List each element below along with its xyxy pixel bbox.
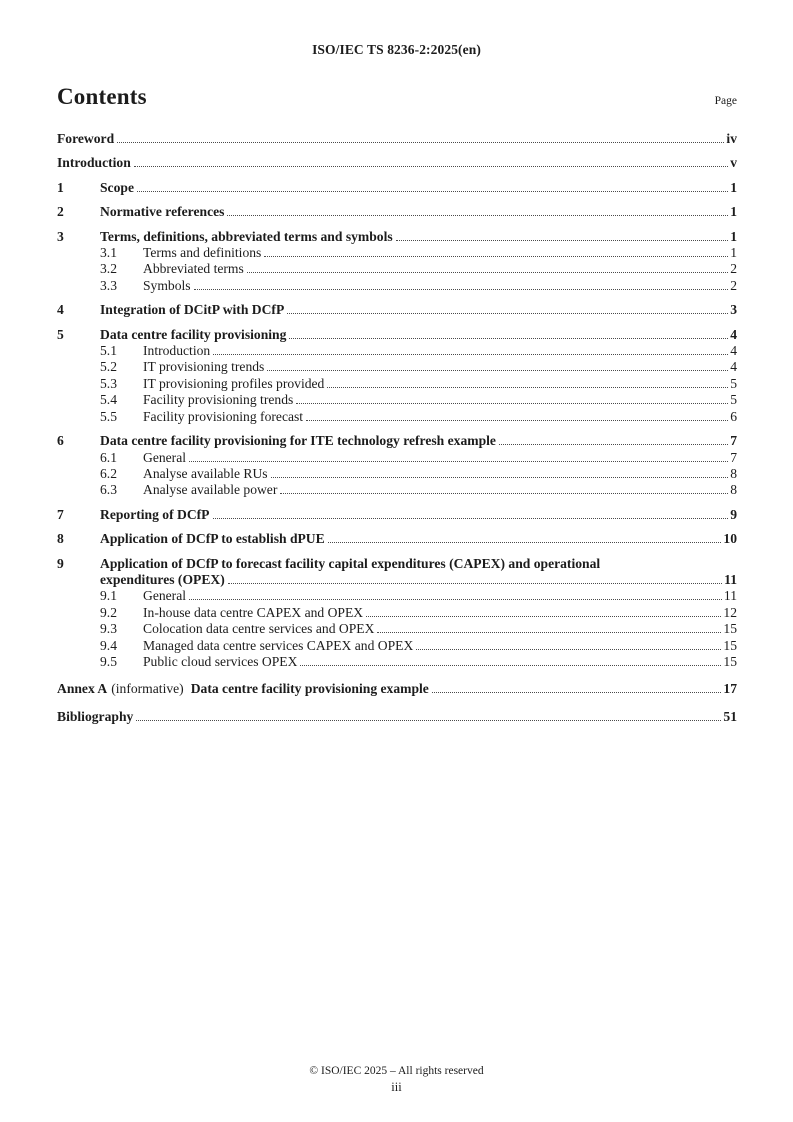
toc-entry-page: 7 — [730, 449, 737, 465]
toc-entry-number: 2 — [57, 204, 64, 220]
toc-entry-title — [143, 409, 303, 425]
toc-entry-page: 2 — [730, 277, 737, 293]
toc-entry — [57, 229, 737, 245]
toc-entry-number: 9.2 — [100, 604, 117, 620]
toc-entry-title-segment: Facility provisioning forecast — [143, 408, 304, 424]
toc-entry-page: 1 — [730, 179, 737, 195]
toc-entry-title — [143, 482, 277, 498]
toc-entry-number: 8 — [57, 531, 64, 547]
dot-leader — [328, 542, 722, 543]
toc-entry — [57, 507, 737, 523]
toc-entry-page: 11 — [723, 588, 737, 604]
toc-entry-title-segment: Application of DCfP to forecast facility capital expenditures (CAPEX) and operational — [100, 555, 601, 571]
toc-entry-title-segment: Application of DCfP to establish dPUE — [100, 531, 325, 547]
toc-entry-title — [100, 302, 284, 318]
running-header: ISO/IEC TS 8236-2:2025(en) — [312, 42, 481, 57]
toc-entry-title-segment: Facility provisioning trends — [143, 392, 294, 408]
dot-leader — [137, 191, 728, 192]
toc-entry-page: 17 — [723, 681, 737, 697]
toc-entry-title-segment: Integration of DCitP with DCfP — [100, 302, 285, 318]
toc-entry — [57, 681, 737, 697]
dot-leader — [432, 692, 722, 693]
toc-entry-title — [143, 359, 264, 375]
toc-entry-page: 1 — [730, 228, 737, 244]
toc-entry-number: 3.3 — [100, 277, 117, 293]
toc-entry-number: 9.1 — [100, 588, 117, 604]
toc-entry — [57, 327, 737, 343]
toc-entry — [57, 709, 737, 725]
toc-entry-title — [143, 261, 244, 277]
toc-entry-page: 2 — [730, 261, 737, 277]
toc-entry-page: 3 — [730, 302, 737, 318]
toc-entry-title — [100, 507, 210, 523]
dot-leader — [189, 599, 722, 600]
toc-entry-title-segment: Annex A — [57, 681, 108, 697]
toc-entry-page: 6 — [730, 408, 737, 424]
toc-entry — [57, 556, 737, 572]
dot-leader — [280, 493, 728, 494]
toc-entry — [57, 433, 737, 449]
toc-entry-title-segment: Public cloud services OPEX — [143, 653, 298, 669]
toc-entry — [57, 621, 737, 637]
toc-entry-page: 8 — [730, 482, 737, 498]
toc-entry-title-segment: Foreword — [57, 131, 115, 146]
toc-entry-title — [100, 572, 225, 588]
folio-page-number: iii — [391, 1080, 402, 1094]
toc-entry — [57, 302, 737, 318]
toc-entry — [57, 359, 737, 375]
toc-entry-title-segment: Analyse available power — [143, 482, 278, 498]
dot-leader — [306, 420, 728, 421]
toc-entry — [57, 588, 737, 604]
toc-entry-page: 10 — [723, 531, 737, 547]
toc-entry-title — [143, 638, 413, 654]
dot-leader — [416, 649, 721, 650]
toc-entry-number: 7 — [57, 506, 64, 522]
contents-heading: Contents — [57, 84, 147, 109]
toc-entry-title-segment: Reporting of DCfP — [100, 506, 210, 522]
toc-entry-title — [143, 392, 293, 408]
toc-entry-number: 4 — [57, 302, 64, 318]
toc-entry-number: 6.2 — [100, 465, 117, 481]
contents-section — [57, 84, 737, 725]
toc-entry-page: 5 — [730, 375, 737, 391]
toc-entry-number: 5.2 — [100, 359, 117, 375]
toc-entry — [57, 278, 737, 294]
dot-leader — [377, 632, 721, 633]
toc-entry-title-segment: Introduction — [57, 155, 131, 171]
toc-entry-title-segment: Terms and definitions — [143, 245, 262, 261]
toc-entry-page: 4 — [730, 326, 737, 342]
dot-leader — [267, 370, 728, 371]
toc-entry-title-segment: expenditures (OPEX) — [100, 571, 225, 587]
toc-entry-title-segment: In-house data centre CAPEX and OPEX — [143, 604, 364, 620]
toc-entry-number: 5 — [57, 326, 64, 342]
toc-entry-page: 8 — [730, 465, 737, 481]
toc-entry-title — [100, 531, 325, 547]
dot-leader — [136, 720, 721, 721]
toc-entry-number: 5.5 — [100, 408, 117, 424]
dot-leader — [296, 403, 728, 404]
toc-entry-title — [57, 709, 133, 725]
toc-entry — [57, 572, 737, 588]
toc-entry-page: 51 — [723, 708, 737, 724]
toc-entry-page: 15 — [723, 653, 737, 669]
toc-entry-number: 6.1 — [100, 449, 117, 465]
toc-entry-number: 9 — [57, 555, 64, 571]
toc-entry-number: 6.3 — [100, 482, 117, 498]
dot-leader — [213, 354, 728, 355]
toc-entry-page: 5 — [730, 392, 737, 408]
toc-entry-page: 11 — [724, 571, 737, 587]
toc-entry-title-segment: Bibliography — [57, 708, 134, 724]
toc-entry-title — [100, 229, 393, 245]
toc-entry — [57, 245, 737, 261]
toc-entry-title — [143, 376, 324, 392]
toc-entry-title — [143, 621, 374, 637]
toc-entry — [57, 605, 737, 621]
toc-entry — [57, 531, 737, 547]
toc-entry-number: 1 — [57, 179, 64, 195]
toc-entry-title-segment: Abbreviated terms — [143, 261, 244, 277]
toc-entry-title — [143, 466, 268, 482]
toc-entry-page: 4 — [730, 359, 737, 375]
toc-entry-title — [100, 433, 496, 449]
toc-entry-title — [100, 327, 286, 343]
toc-entry-title — [143, 605, 363, 621]
toc-entry-title — [143, 278, 191, 294]
dot-leader — [213, 518, 729, 519]
toc-entry-number: 3.2 — [100, 261, 117, 277]
toc-entry-page: 15 — [723, 621, 737, 637]
copyright-notice: © ISO/IEC 2025 – All rights reserved — [309, 1065, 484, 1077]
toc-entry-number: 9.3 — [100, 621, 117, 637]
dot-leader — [194, 289, 729, 290]
toc-entry-number: 5.3 — [100, 375, 117, 391]
toc-entry-number: 3 — [57, 228, 64, 244]
table-of-contents — [57, 131, 737, 725]
toc-entry — [57, 482, 737, 498]
dot-leader — [227, 215, 728, 216]
toc-entry-title — [100, 180, 134, 196]
toc-entry — [57, 131, 737, 147]
toc-entry-title-segment: IT provisioning profiles provided — [143, 375, 325, 391]
dot-leader — [499, 444, 728, 445]
dot-leader — [117, 142, 724, 143]
toc-entry-title-segment: General — [143, 449, 187, 465]
toc-entry-title-segment: Analyse available RUs — [143, 465, 268, 481]
toc-entry-title-segment: Colocation data centre services and OPEX — [143, 621, 375, 637]
toc-entry-page: iv — [726, 131, 737, 146]
toc-entry-title-segment: Terms, definitions, abbreviated terms and symbols — [100, 228, 393, 244]
dot-leader — [327, 387, 728, 388]
dot-leader — [264, 256, 728, 257]
dot-leader — [271, 477, 729, 478]
toc-entry-title — [57, 155, 131, 171]
dot-leader — [396, 240, 729, 241]
toc-entry-number: 9.5 — [100, 653, 117, 669]
toc-entry-title — [100, 556, 600, 572]
toc-entry-title — [143, 245, 261, 261]
page-column-label: Page — [714, 95, 737, 107]
toc-entry-title-segment: Managed data centre services CAPEX and OPEX — [143, 637, 414, 653]
toc-entry — [57, 450, 737, 466]
toc-entry-title-segment: Introduction — [143, 343, 211, 359]
toc-entry — [57, 409, 737, 425]
toc-entry-number: 6 — [57, 433, 64, 449]
toc-entry-title — [143, 654, 297, 670]
toc-entry-title-segment: IT provisioning trends — [143, 359, 265, 375]
toc-entry — [57, 466, 737, 482]
toc-entry — [57, 343, 737, 359]
toc-entry-title-segment: (informative) — [111, 681, 184, 697]
toc-entry-title — [100, 204, 224, 220]
dot-leader — [300, 665, 721, 666]
toc-entry-title — [57, 681, 429, 697]
toc-entry-title-segment: Normative references — [100, 204, 225, 220]
toc-entry-number: 3.1 — [100, 245, 117, 261]
toc-entry-title — [143, 343, 210, 359]
toc-entry — [57, 204, 737, 220]
dot-leader — [134, 166, 728, 167]
toc-entry-page: 12 — [723, 604, 737, 620]
toc-entry — [57, 376, 737, 392]
dot-leader — [247, 272, 728, 273]
toc-entry — [57, 654, 737, 670]
toc-entry-title-segment: Data centre facility provisioning example — [190, 681, 429, 697]
toc-entry-page: 9 — [730, 506, 737, 522]
dot-leader — [228, 583, 722, 584]
toc-entry-title-segment: Data centre facility provisioning — [100, 326, 287, 342]
dot-leader — [287, 313, 728, 314]
toc-entry-number: 5.1 — [100, 343, 117, 359]
toc-entry — [57, 180, 737, 196]
toc-entry-number: 5.4 — [100, 392, 117, 408]
toc-entry-title — [143, 588, 186, 604]
toc-entry-title-segment: Scope — [100, 179, 134, 195]
toc-entry-page: 7 — [730, 433, 737, 449]
page-footer — [0, 1064, 793, 1095]
toc-entry — [57, 261, 737, 277]
toc-entry — [57, 638, 737, 654]
dot-leader — [289, 338, 728, 339]
toc-entry-title-segment: Symbols — [143, 277, 191, 293]
toc-entry-title-segment: Data centre facility provisioning for ITE technology refresh example — [100, 433, 496, 449]
toc-entry — [57, 392, 737, 408]
contents-header-bar — [57, 84, 737, 109]
dot-leader — [366, 616, 721, 617]
toc-entry-page: v — [730, 155, 737, 171]
toc-entry-title — [143, 450, 186, 466]
toc-entry-page: 1 — [730, 245, 737, 261]
toc-entry-title-segment: General — [143, 588, 187, 604]
toc-entry-number: 9.4 — [100, 637, 117, 653]
toc-entry-page: 15 — [723, 637, 737, 653]
toc-entry — [57, 155, 737, 171]
toc-entry-title — [57, 131, 114, 147]
dot-leader — [189, 461, 728, 462]
toc-entry-page: 4 — [730, 343, 737, 359]
toc-entry-page: 1 — [730, 204, 737, 220]
